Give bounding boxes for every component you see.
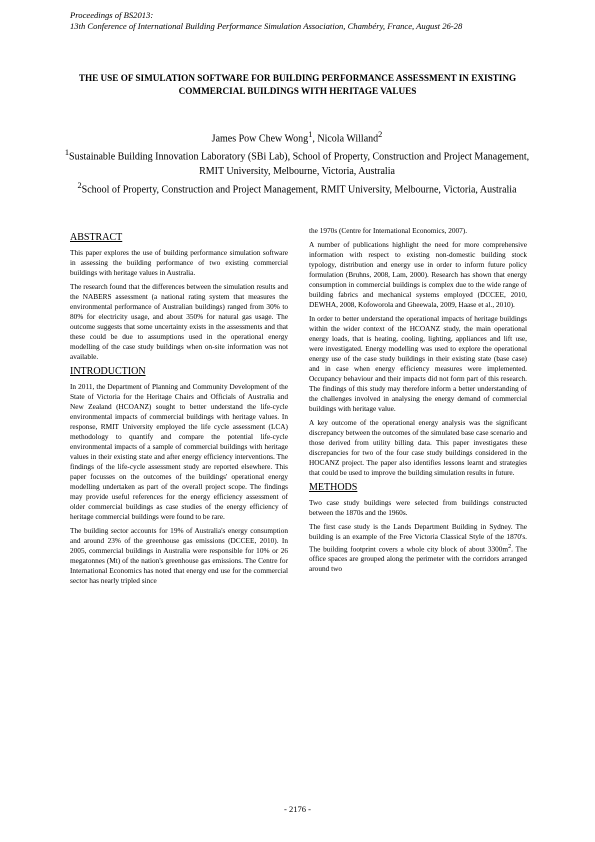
right-paragraph-2: A number of publications highlight the need for more comprehensive information with respect to existing non-domestic building stock typology, distribution and energy use in order to inform future policy formulation (Bruhns, 2008, Lam, 2000). Research has shown that energy consumption in commercial buildings is complex due to the wide range of building fabrics and mechanical systems employed (DCCEE, 2010, DEWHA, 2008, Kofoworola and Gheewala, 2009, Haase et al., 2010).	[309, 240, 527, 309]
affiliation-1-text: Sustainable Building Innovation Laboratory (SBi Lab), School of Property, Construction and Project Management, RMIT University, Melbourne, Victoria, Australia	[69, 151, 530, 177]
author-1-sup: 1	[308, 130, 313, 139]
affiliation-2-text: School of Property, Construction and Project Management, RMIT University, Melbourne, Victoria, Australia	[81, 183, 517, 195]
affiliation-2	[62, 179, 532, 197]
author-2-sup: 2	[378, 130, 383, 139]
right-column	[309, 226, 527, 578]
author-names	[62, 128, 532, 146]
paper-title: THE USE OF SIMULATION SOFTWARE FOR BUILDING PERFORMANCE ASSESSMENT IN EXISTING COMMERCIAL BUILDINGS WITH HERITAGE VALUES	[78, 73, 517, 96]
header-line-2: 13th Conference of International Building Performance Simulation Association, Chambéry, France, August 26-28	[70, 21, 463, 31]
abstract-paragraph-2: The research found that the differences between the simulation results and the NABERS assessment (a national rating system that measures the environmental performance of Australian buildings) ranged from 30% to 80% for electricity usage, and about 350% for natural gas usage. The outcome suggests that some uncertainty exists in the assessments and that these could be due to assumptions used in the operational energy modelling of the case study buildings when on-site information was not available.	[70, 282, 288, 361]
methods-paragraph-1: Two case study buildings were selected from buildings constructed between the 1870s and the 1960s.	[309, 498, 527, 517]
affiliation-1	[62, 146, 532, 178]
affiliation-1-sup: 1	[64, 148, 70, 158]
continued-paragraph: the 1970s (Centre for International Economics, 2007).	[309, 226, 468, 235]
affiliation-2-sup: 2	[77, 180, 82, 190]
header-line-1: Proceedings of BS2013:	[70, 10, 154, 20]
abstract-heading: ABSTRACT	[70, 232, 123, 243]
left-column	[70, 232, 288, 590]
author-2: , Nicola Willand	[312, 133, 379, 145]
proceedings-header	[70, 10, 550, 32]
methods-paragraph-2-sup: 2	[508, 544, 512, 550]
right-paragraph-4: A key outcome of the operational energy analysis was the significant discrepancy between the outcomes of the simulated base case scenario and those derived from utility billing data. This paper investigates these discrepancies for two of the four case study buildings considered in the HOCANZ project. The paper also identifies lessons learnt and strategies that could be used to improve the building simulation results in future.	[309, 418, 528, 477]
methods-paragraph-2-part-a: The first case study is the Lands Department Building in Sydney. The building is an example of the Free Victoria Classical Style of the 1870's. The building footprint covers a whole city block of about 3300m	[309, 522, 527, 554]
author-block	[62, 128, 532, 197]
right-paragraph-3: In order to better understand the operational impacts of heritage buildings within the wider context of the HCOANZ study, the main operational energy loads, that is heating, cooling, lighting, appliances and lift use, were investigated. Energy modelling was used to explore the operational energy use of the case study buildings in their existing state (base case) and in case when energy efficiency measures were implemented. Occupancy behaviour and their impacts did not form part of this research. The findings of this study may therefore inform a better understanding of the challenges involved in analysing the energy demand of commercial buildings with heritage value.	[309, 314, 527, 413]
author-1: James Pow Chew Wong	[211, 133, 309, 145]
page-number: - 2176 -	[284, 804, 311, 814]
introduction-heading: INTRODUCTION	[70, 366, 146, 377]
introduction-paragraph-1: In 2011, the Department of Planning and Community Development of the State of Victoria for the Heritage Chairs and Officials of Australia and New Zealand (HCOANZ) sought to better understand the life-cycle environmental impacts of commercial buildings with heritage values. In response, RMIT University employed the life cycle assessment (LCA) methodology to quantify and compare the potential life-cycle environmental impacts of a sample of commercial buildings with heritage values in their existing state and after energy efficiency interventions. The findings of the life-cycle assessment study are reported elsewhere. This paper focusses on the outcomes of the buildings' operational energy modelling undertaken as part of the overall project scope. The findings may provide useful references for the energy efficiency assessment of older commercial buildings as case studies of the energy efficiency of heritage commercial buildings were found to be rare.	[70, 382, 288, 521]
abstract-paragraph-1: This paper explores the use of building performance simulation software in assessing the building performance of two existing commercial buildings with heritage values in Australia.	[70, 248, 288, 277]
methods-heading: METHODS	[309, 482, 358, 493]
methods-paragraph-2	[309, 522, 527, 574]
introduction-paragraph-2: The building sector accounts for 19% of Australia's energy consumption and around 23% of the greenhouse gas emissions (DCCEE, 2010). In 2005, commercial buildings in Australia were responsible for 10% or 26 megatonnes (Mt) of the nation's greenhouse gas emissions. The Centre for International Economics has noted that energy end use for the commercial sector has nearly tripled since	[70, 526, 288, 585]
methods-paragraph-2-part-b: . The office spaces are grouped along the perimeter with the corridors arranged around two	[309, 544, 527, 574]
